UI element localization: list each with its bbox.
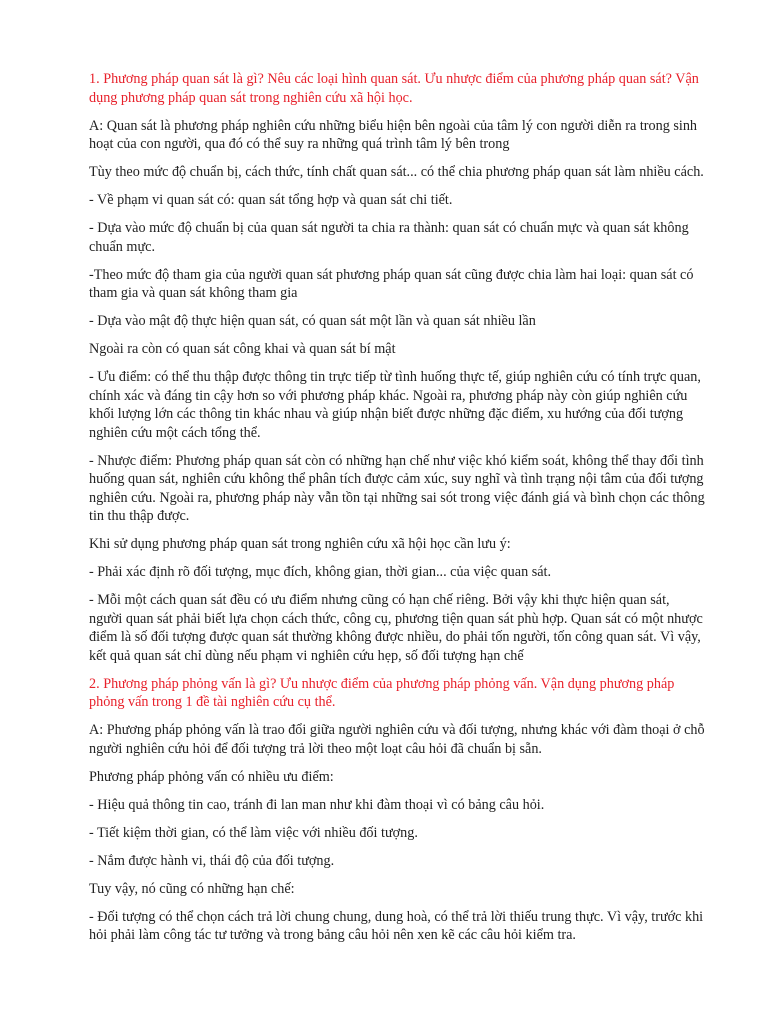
body-paragraph: Khi sử dụng phương pháp quan sát trong nghiên cứu xã hội học cần lưu ý: xyxy=(89,536,511,552)
list-item: - Nắm được hành vi, thái độ của đối tượng. xyxy=(89,852,335,869)
answer-definition-observation: A: Quan sát là phương pháp nghiên cứu những biểu hiện bên ngoài của tâm lý con người diễn ra trong sinh hoạt của con người, qua đó có thể suy ra những quá trình tâm lý bên trong xyxy=(89,117,698,152)
body-paragraph: Tuy vậy, nó cũng có những hạn chế: xyxy=(89,880,295,897)
list-item: - Đối tượng có thể chọn cách trả lời chung chung, dung hoà, có thể trả lời thiếu trung thực. Vì vậy, trước khi hỏi phải làm công tác tư tưởng và trong bảng câu hỏi nên xen kẽ các câu hỏi kiểm tra. xyxy=(89,908,704,943)
list-item: - Dựa vào mức độ chuẩn bị của quan sát người ta chia ra thành: quan sát có chuẩn mực và quan sát không chuẩn mực. xyxy=(89,220,689,255)
list-item: -Theo mức độ tham gia của người quan sát phương pháp quan sát cũng được chia làm hai loại: quan sát có tham gia và quan sát không tham gia xyxy=(89,266,694,301)
list-item: - Hiệu quả thông tin cao, tránh đi lan man như khi đàm thoại vì có bảng câu hỏi. xyxy=(89,796,545,813)
list-item: - Mỗi một cách quan sát đều có ưu điểm nhưng cũng có hạn chế riêng. Bởi vậy khi thực hiện quan sát, người quan sát phải biết lựa chọn cách thức, công cụ, phương tiện quan sát phù hợp. Quan sát có một nhược điểm là số đối tượng được quan sát thường không được nhiều, do phải tốn người, tốn công quan sát. Vì vậy, kết quả quan sát chỉ dùng nếu phạm vi nghiên cứu hẹp, số đối tượng hạn chế xyxy=(89,592,703,664)
body-paragraph: Phương pháp phỏng vấn có nhiều ưu điểm: xyxy=(89,768,334,785)
list-item: - Về phạm vi quan sát có: quan sát tổng hợp và quan sát chi tiết. xyxy=(89,192,453,208)
question-heading-2: 2. Phương pháp phỏng vấn là gì? Ưu nhược điểm của phương pháp phỏng vấn. Vận dụng phương pháp phỏng vấn trong 1 đề tài nghiên cứu cụ thể. xyxy=(89,675,675,710)
advantages-paragraph: - Ưu điểm: có thể thu thập được thông tin trực tiếp từ tình huống thực tế, giúp nghiên cứu có tính trực quan, chính xác và đáng tin cậy hơn so với phương pháp khác. Ngoài ra, phương pháp này còn giúp nghiên cứu khối lượng lớn các thông tin khác nhau và giúp nhận biết được những đặc điểm, xu hướng của đối tượng nghiên cứu một cách tổng thể. xyxy=(89,369,701,441)
list-item: - Dựa vào mật độ thực hiện quan sát, có quan sát một lần và quan sát nhiều lần xyxy=(89,313,536,329)
list-item: - Tiết kiệm thời gian, có thể làm việc với nhiều đối tượng. xyxy=(89,824,418,841)
observation-classification-intro: Tùy theo mức độ chuẩn bị, cách thức, tính chất quan sát... có thể chia phương pháp quan sát làm nhiều cách. xyxy=(89,164,704,180)
answer-definition-interview: A: Phương pháp phỏng vấn là trao đổi giữa người nghiên cứu và đối tượng, nhưng khác với đàm thoại ở chỗ người nghiên cứu hỏi để đối tượng trả lời theo một loạt câu hỏi đã chuẩn bị sẵn. xyxy=(89,722,705,757)
question-heading-1: 1. Phương pháp quan sát là gì? Nêu các loại hình quan sát. Ưu nhược điểm của phương pháp quan sát? Vận dụng phương pháp quan sát trong nghiên cứu xã hội học. xyxy=(89,71,699,106)
body-paragraph: Ngoài ra còn có quan sát công khai và quan sát bí mật xyxy=(89,341,396,357)
list-item: - Phải xác định rõ đối tượng, mục đích, không gian, thời gian... của việc quan sát. xyxy=(89,564,552,580)
disadvantages-paragraph: - Nhược điểm: Phương pháp quan sát còn có những hạn chế như việc khó kiểm soát, không thể thay đổi tình huống quan sát, nghiên cứu không thể phân tích được cảm xúc, suy nghĩ và tình trạng nội tâm của đối tượng nghiên cứu. Ngoài ra, phương pháp này vẫn tồn tại những sai sót trong việc đánh giá và bình chọn các thông tin thu thập được. xyxy=(89,452,705,524)
